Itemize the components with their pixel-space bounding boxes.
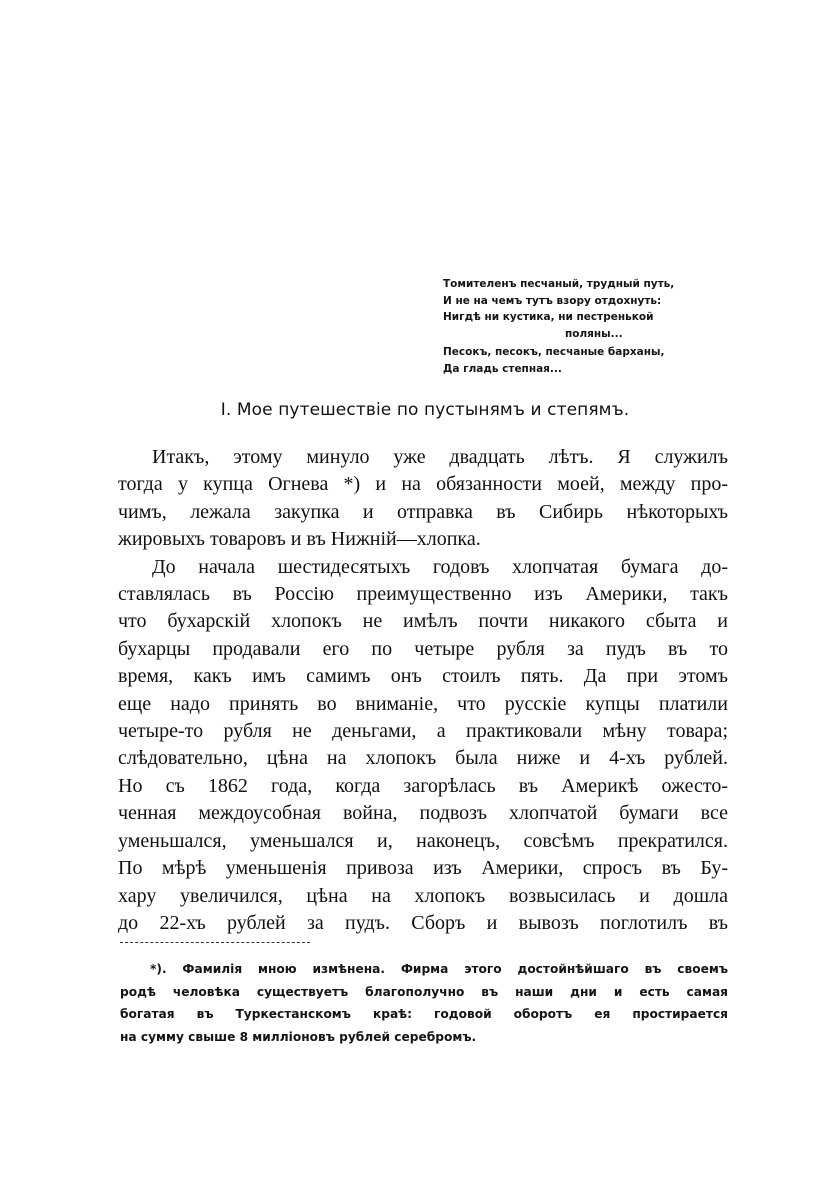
epigraph-line: Да гладь степная... bbox=[443, 362, 562, 375]
body-line: что бухарскій хлопокъ не имѣлъ почти никакого сбыта и bbox=[118, 610, 728, 633]
epigraph-line: Песокъ, песокъ, песчаные барханы, bbox=[443, 346, 665, 358]
body-line: время, какъ имъ самимъ онъ стоилъ пять. Да при этомъ bbox=[118, 665, 728, 688]
epigraph-line: И не на чемъ тутъ взору отдохнуть: bbox=[443, 294, 662, 307]
footnote-line: родѣ человѣка существуетъ благополучно въ наши дни и есть самая bbox=[120, 984, 728, 999]
body-line: чимъ, лежала закупка и отправка въ Сибирь нѣкоторыхъ bbox=[118, 500, 728, 523]
body-line: бухарцы продавали его по четыре рубля за пудъ въ то bbox=[118, 637, 728, 660]
epigraph-line: Томителенъ песчаный, трудный путь, bbox=[443, 278, 675, 290]
body-line: уменьшался, уменьшался и, наконецъ, совсѣмъ прекратился. bbox=[118, 829, 728, 852]
body-line: До начала шестидесятыхъ годовъ хлопчатая бумага до- bbox=[152, 555, 728, 578]
epigraph-line: Нигдѣ ни кустика, ни пестренькой bbox=[443, 311, 654, 323]
footnote-line: богатая въ Туркестанскомъ краѣ: годовой оборотъ ея простирается bbox=[120, 1007, 728, 1021]
epigraph bbox=[443, 276, 713, 377]
body-line: ставлялась въ Россію преимущественно изъ Америки, такъ bbox=[118, 583, 728, 606]
body-text bbox=[118, 444, 728, 937]
body-line: еще надо принять во вниманіе, что русскіе купцы платили bbox=[118, 692, 728, 715]
footnote-line: на сумму свыше 8 милліоновъ рублей серебромъ. bbox=[120, 1029, 477, 1044]
chapter-title: I. Мое путешествіе по пустынямъ и степямъ. bbox=[220, 400, 630, 420]
body-line: Итакъ, этому минуло уже двадцать лѣтъ. Я служилъ bbox=[152, 446, 728, 468]
body-line: тогда у купца Огнева *) и на обязанности моей, между про- bbox=[118, 473, 728, 496]
body-line: По мѣрѣ уменьшенія привоза изъ Америки, спросъ въ Бу- bbox=[118, 857, 728, 880]
footnote-separator bbox=[120, 942, 310, 944]
body-line: слѣдовательно, цѣна на хлопокъ была ниже и 4-хъ рублей. bbox=[118, 747, 728, 770]
body-line: хару увеличился, цѣна на хлопокъ возвысилась и дошла bbox=[118, 884, 728, 907]
body-line: Но съ 1862 года, когда загорѣлась въ Америкѣ ожесто- bbox=[118, 774, 728, 797]
body-line: четыре-то рубля не деньгами, а практиковали мѣну товара; bbox=[118, 720, 728, 743]
body-line: жировыхъ товаровъ и въ Нижній—хлопка. bbox=[118, 528, 481, 551]
footnote-line: *). Фамилія мною измѣнена. Фирма этого достойнѣйшаго въ своемъ bbox=[150, 962, 728, 976]
epigraph-line: поляны... bbox=[565, 327, 623, 340]
body-line: до 22-хъ рублей за пудъ. Сборъ и вывозъ поглотилъ въ bbox=[118, 911, 728, 934]
footnote bbox=[120, 958, 728, 1048]
body-line: ченная междоусобная война, подвозъ хлопчатой бумаги все bbox=[118, 802, 728, 825]
